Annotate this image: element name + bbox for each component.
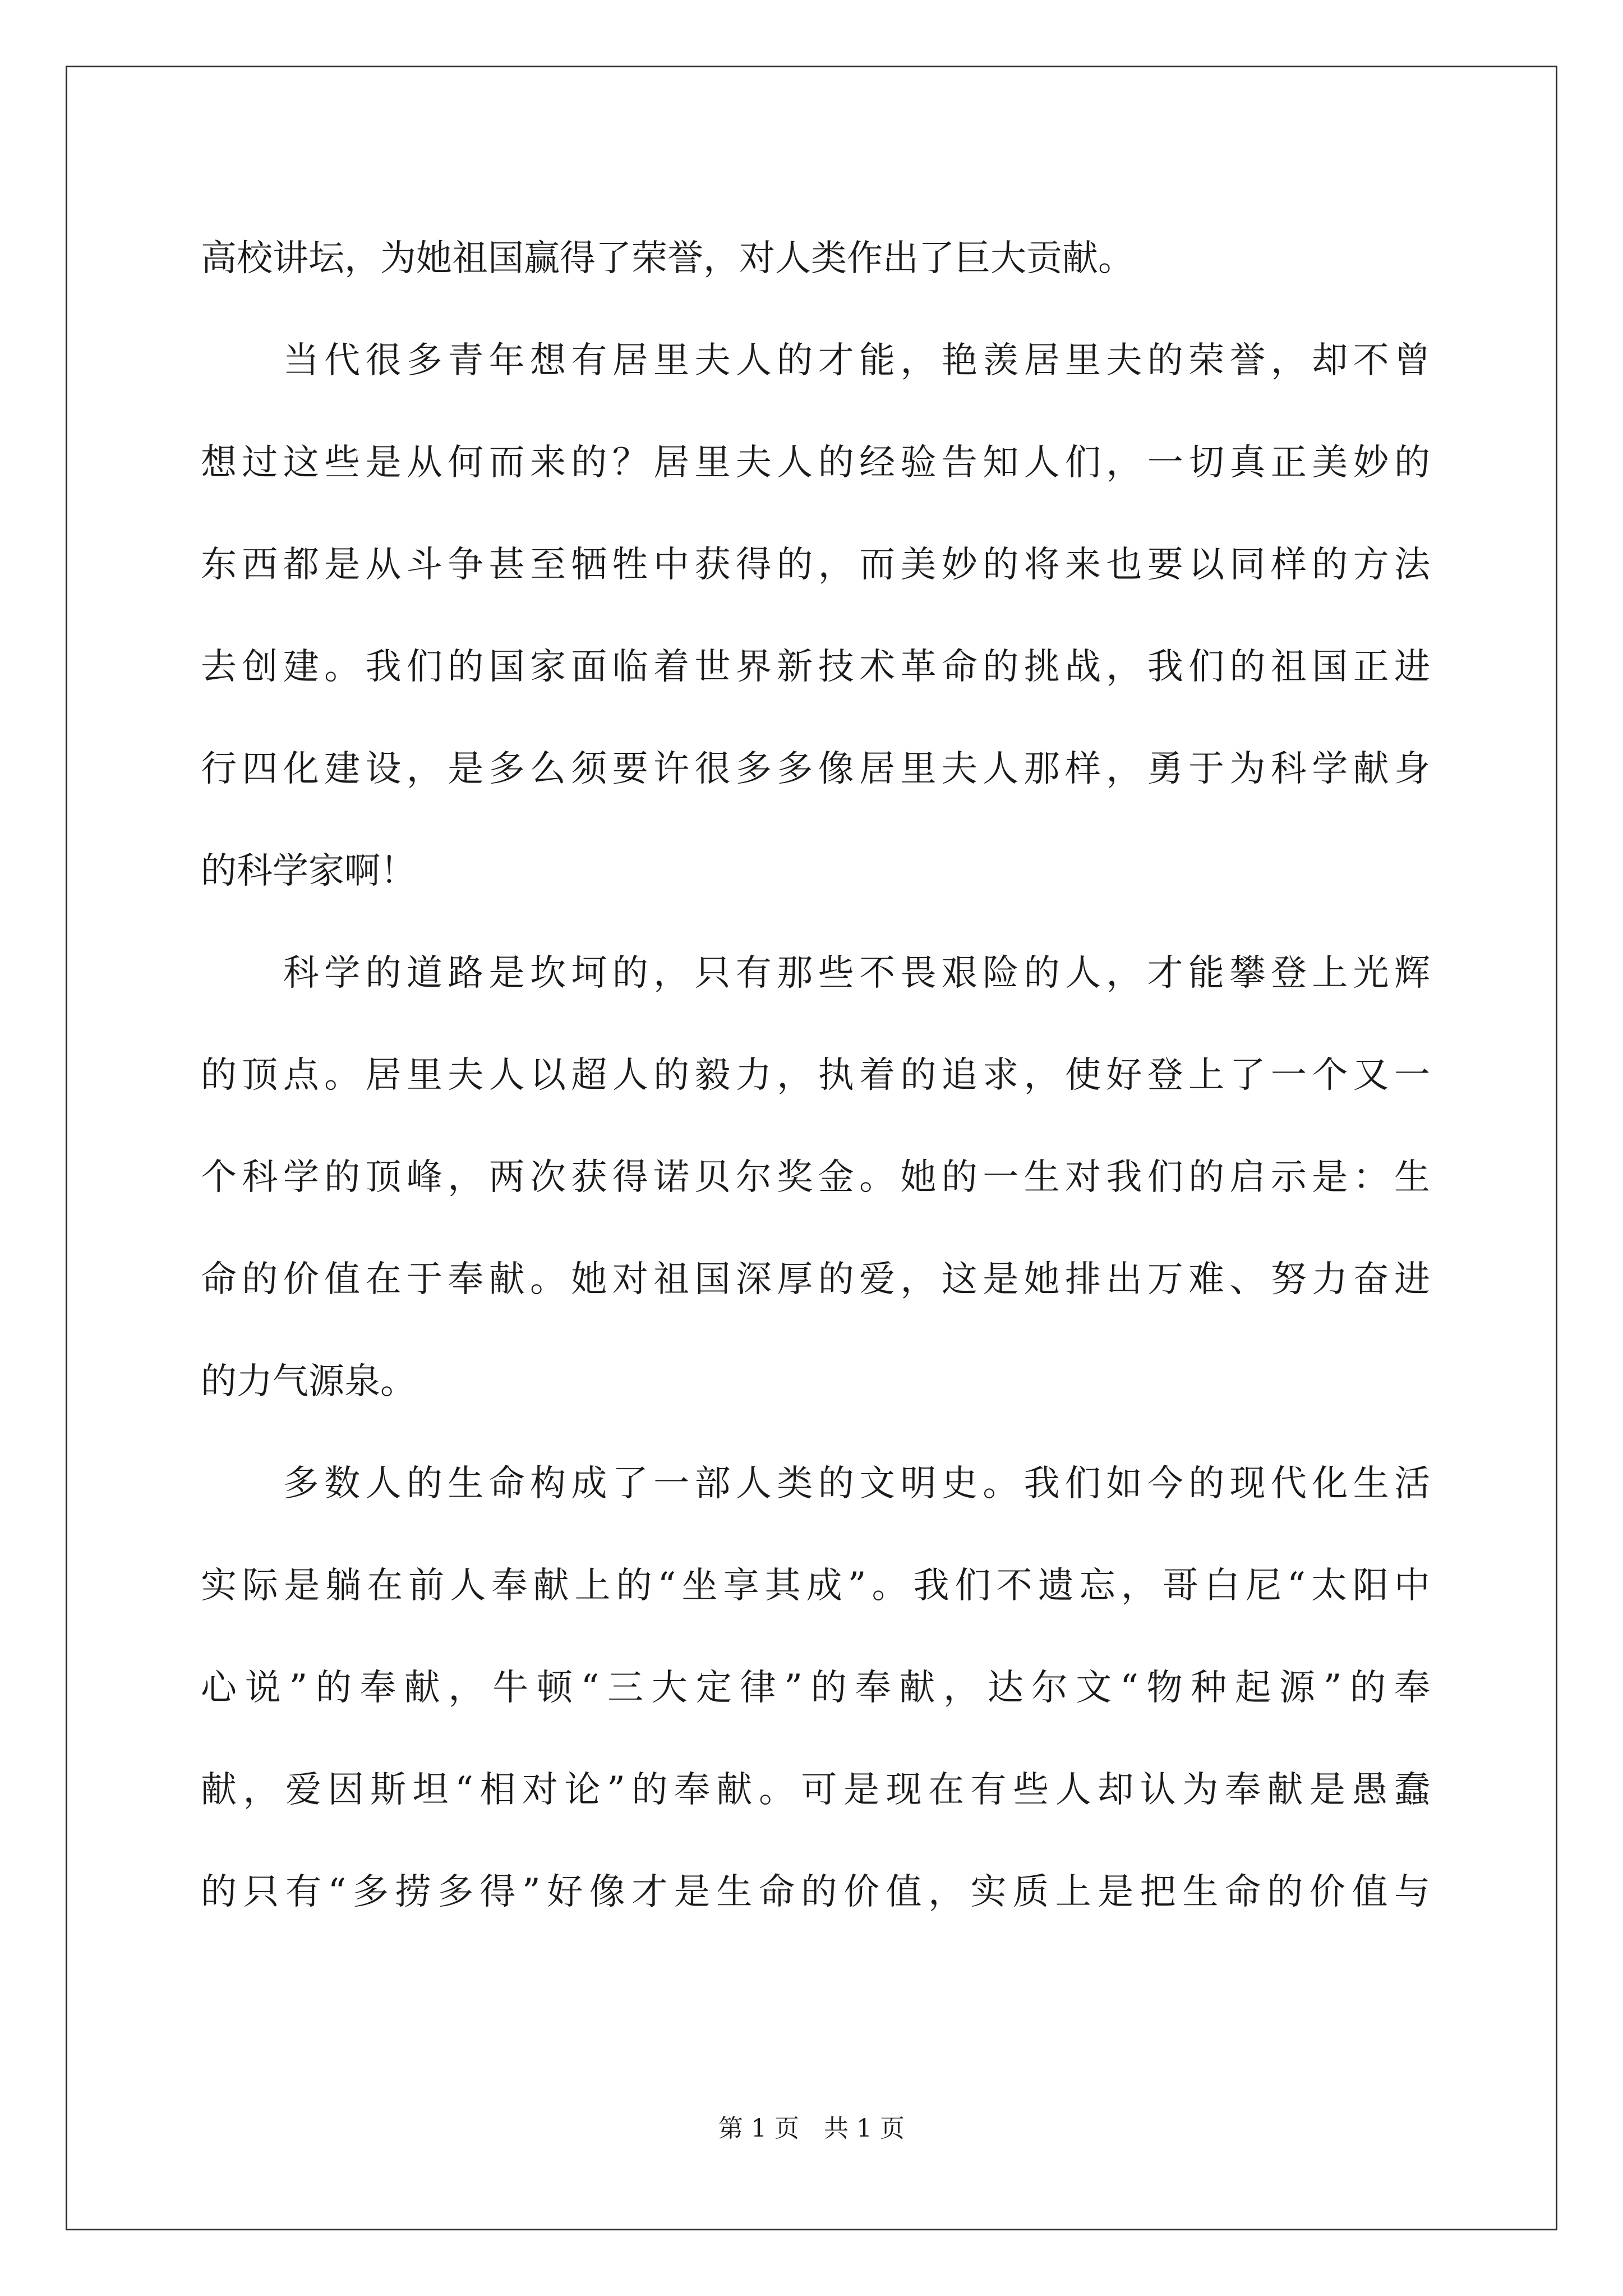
text-line: 的力气源泉。 [201,1361,416,1402]
text-line: 高校讲坛，为她祖国赢得了荣誉，对人类作出了巨大贡献。 [201,238,1134,279]
text-line: 科学的道路是坎坷的，只有那些不畏艰险的人，才能攀登上光辉 [201,953,1430,994]
text-line: 的科学家啊！ [201,850,416,892]
document-body [201,208,1430,1943]
text-line: 想过这些是从何而来的？居里夫人的经验告知人们，一切真正美妙的 [201,442,1430,484]
text-line: 心说”的奉献，牛顿“三大定律”的奉献，达尔文“物种起源”的奉 [201,1667,1430,1709]
text-line: 个科学的顶峰，两次获得诺贝尔奖金。她的一生对我们的启示是：生 [201,1157,1430,1198]
text-line: 东西都是从斗争甚至牺牲中获得的，而美妙的将来也要以同样的方法 [201,544,1430,586]
text-line: 的只有“多捞多得”好像才是生命的价值，实质上是把生命的价值与 [201,1871,1430,1913]
text-line: 献，爱因斯坦“相对论”的奉献。可是现在有些人却认为奉献是愚蠢 [201,1769,1430,1811]
page-number-footer: 第 1 页 共 1 页 [718,2114,905,2143]
text-line: 多数人的生命构成了一部人类的文明史。我们如今的现代化生活 [201,1463,1430,1504]
text-line: 当代很多青年想有居里夫人的才能，艳羡居里夫的荣誉，却不曾 [201,340,1430,381]
text-line: 实际是躺在前人奉献上的“坐享其成”。我们不遗忘，哥白尼“太阳中 [201,1565,1430,1607]
text-line: 命的价值在于奉献。她对祖国深厚的爱，这是她排出万难、努力奋进 [201,1259,1430,1300]
text-line: 去创建。我们的国家面临着世界新技术革命的挑战，我们的祖国正进 [201,646,1430,688]
text-line: 行四化建设，是多么须要许很多多像居里夫人那样，勇于为科学献身 [201,748,1430,790]
text-line: 的顶点。居里夫人以超人的毅力，执着的追求，使好登上了一个又一 [201,1055,1430,1096]
